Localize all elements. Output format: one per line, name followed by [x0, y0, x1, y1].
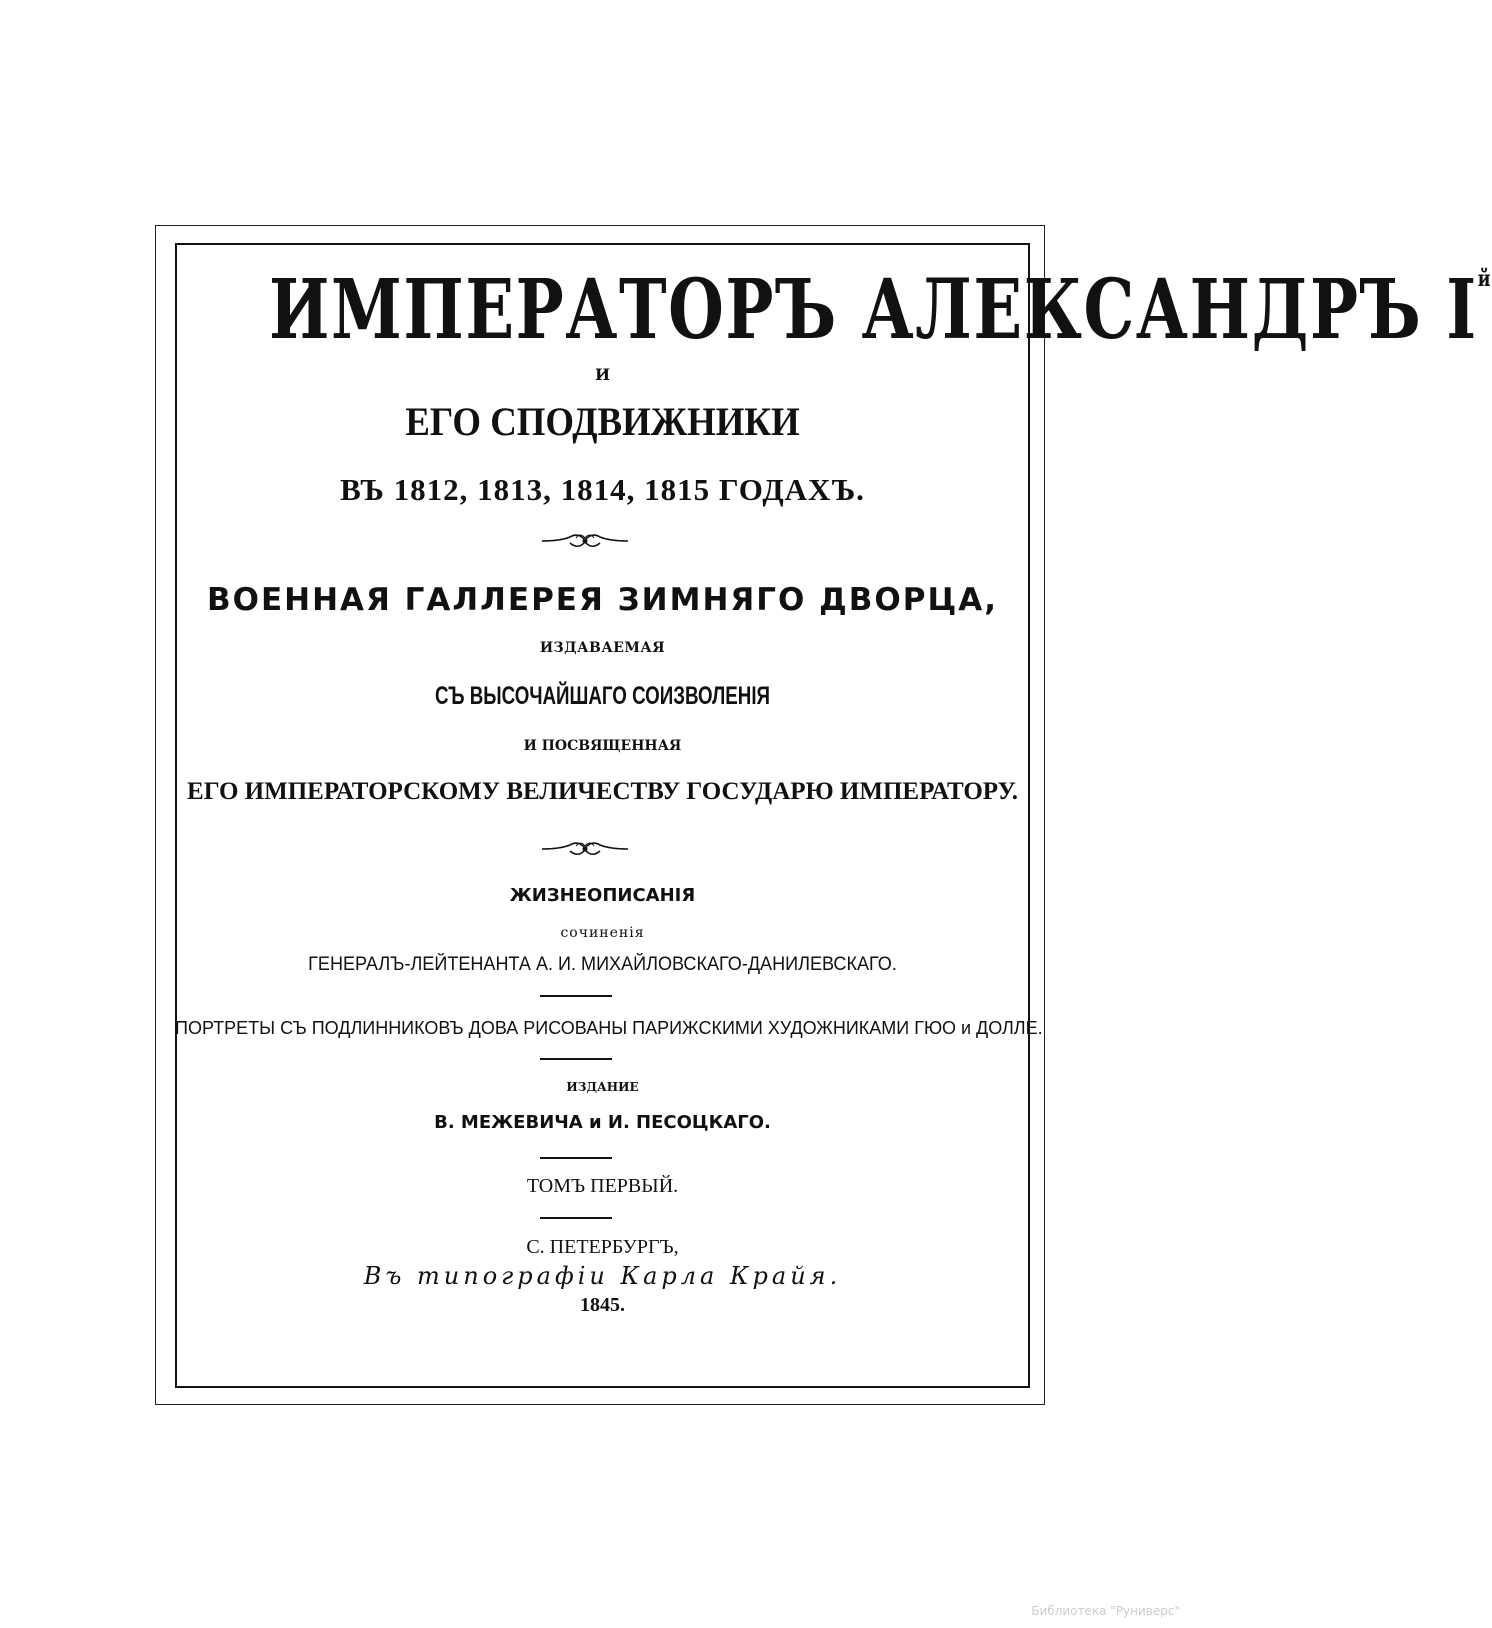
ornament-divider-top	[540, 528, 630, 554]
works-label: сочиненія	[560, 925, 645, 941]
publishers-line: В. МЕЖЕВИЧА и И. ПЕСОЦКАГО.	[434, 1112, 771, 1133]
main-title-text: ИМПЕРАТОРЪ АЛЕКСАНДРЪ I	[269, 262, 1478, 358]
divider-rule-2	[540, 1058, 612, 1060]
biographies-heading: ЖИЗНЕОПИСАНІЯ	[509, 885, 696, 906]
permission-line: СЪ ВЫСОЧАЙШАГО СОИЗВОЛЕНІЯ	[434, 682, 771, 710]
divider-rule-3	[540, 1157, 612, 1159]
city-line: С. ПЕТЕРБУРГЪ,	[526, 1236, 679, 1258]
edition-label: ИЗДАНИЕ	[566, 1080, 639, 1094]
divider-rule-4	[540, 1217, 612, 1219]
volume-line: ТОМЪ ПЕРВЫЙ.	[526, 1175, 679, 1197]
subtitle-companions: ЕГО СПОДВИЖНИКИ	[405, 399, 800, 444]
main-title	[269, 262, 1492, 358]
printer-line: Въ типографіи Карла Крайя.	[363, 1262, 842, 1290]
subtitle-years: ВЪ 1812, 1813, 1814, 1815 ГОДАХЪ.	[340, 472, 865, 507]
divider-rule-1	[540, 995, 612, 997]
dedication-line: ЕГО ИМПЕРАТОРСКОМУ ВЕЛИЧЕСТВУ ГОСУДАРЮ ИМПЕРАТОРУ.	[187, 778, 1018, 805]
portraits-line: ПОРТРЕТЫ СЪ ПОДЛИННИКОВЪ ДОВА РИСОВАНЫ ПАРИЖСКИМИ ХУДОЖНИКАМИ ГЮО и ДОЛЛЕ.	[175, 1018, 1043, 1038]
gallery-title: ВОЕННАЯ ГАЛЛЕРЕЯ ЗИМНЯГО ДВОРЦА,	[206, 582, 999, 618]
main-title-suffix: й	[1477, 266, 1492, 292]
ornament-divider-middle	[540, 836, 630, 862]
published-label: ИЗДАВАЕМАЯ	[539, 640, 666, 656]
conjunction-and: И	[594, 365, 611, 384]
author-line: ГЕНЕРАЛЪ-ЛЕЙТЕНАНТА А. И. МИХАЙЛОВСКАГО-ДАНИЛЕВСКАГО.	[308, 954, 897, 975]
dedicated-label: И ПОСВЯЩЕННАЯ	[523, 738, 682, 754]
library-watermark: Библиотека "Руниверс"	[1031, 1604, 1180, 1618]
year-line: 1845.	[580, 1294, 625, 1316]
